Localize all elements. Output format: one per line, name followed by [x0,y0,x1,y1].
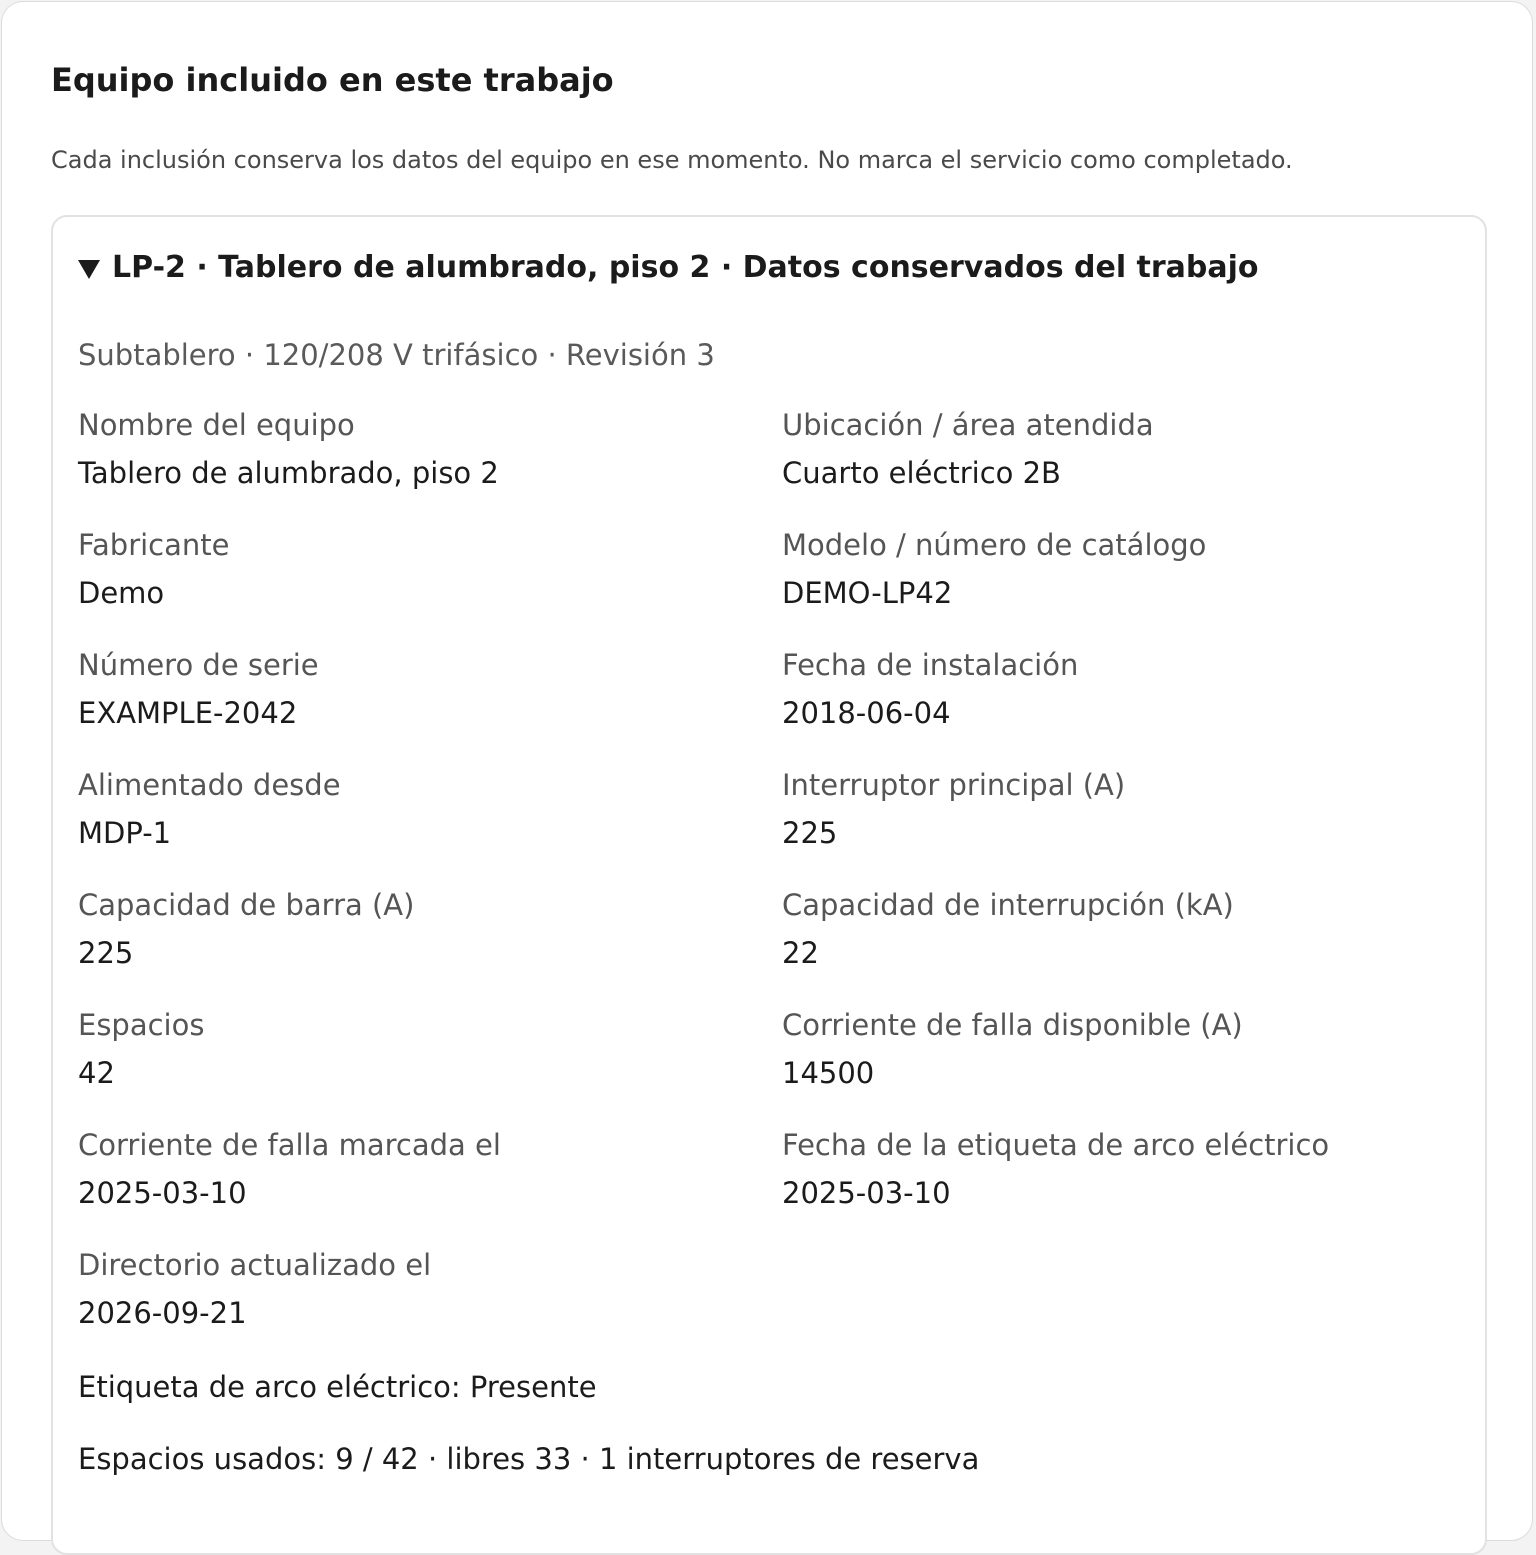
disclosure-triangle-icon [78,260,100,279]
equipment-summary-toggle[interactable] [78,247,1259,289]
card-description: Cada inclusión conserva los datos del equipo en ese momento. No marca el servicio como completado. [51,146,1293,174]
card-title: Equipo incluido en este trabajo [51,61,614,99]
field-equipment-name [78,405,758,493]
field-value: Demo [78,576,165,610]
field-label: Interruptor principal (A) [782,768,1126,802]
field-label: Corriente de falla disponible (A) [782,1008,1243,1042]
field-location [782,405,1462,493]
field-label: Fabricante [78,528,230,562]
field-label: Modelo / número de catálogo [782,528,1207,562]
field-fault-current-marked-date [78,1125,758,1213]
field-interrupting-rating [782,885,1462,973]
field-bus-rating [78,885,758,973]
field-value: 225 [782,816,838,850]
field-available-fault-current [782,1005,1462,1093]
field-value: DEMO-LP42 [782,576,953,610]
field-label: Corriente de falla marcada el [78,1128,501,1162]
field-label: Número de serie [78,648,319,682]
equipment-card [1,1,1533,1541]
field-value: 22 [782,936,819,970]
field-value: EXAMPLE-2042 [78,696,298,730]
field-directory-updated [78,1245,758,1333]
field-label: Directorio actualizado el [78,1248,432,1282]
field-label: Ubicación / área atendida [782,408,1154,442]
field-value: 14500 [782,1056,875,1090]
field-manufacturer [78,525,758,613]
field-model [782,525,1462,613]
equipment-details [51,215,1487,1555]
field-arc-flash-label-date [782,1125,1462,1213]
field-value: 2025-03-10 [782,1176,951,1210]
field-spaces [78,1005,758,1093]
field-value: Tablero de alumbrado, piso 2 [78,456,499,490]
field-label: Nombre del equipo [78,408,355,442]
field-label: Capacidad de barra (A) [78,888,415,922]
equipment-summary-label: LP-2 · Tablero de alumbrado, piso 2 · Datos conservados del trabajo [112,250,1259,285]
arc-flash-label-status: Etiqueta de arco eléctrico: Presente [78,1370,597,1404]
field-value: 42 [78,1056,115,1090]
field-value: Cuarto eléctrico 2B [782,456,1061,490]
field-value: 2025-03-10 [78,1176,247,1210]
field-label: Fecha de la etiqueta de arco eléctrico [782,1128,1330,1162]
field-main-breaker [782,765,1462,853]
equipment-subline: Subtablero · 120/208 V trifásico · Revisión 3 [78,338,715,372]
field-label: Fecha de instalación [782,648,1079,682]
field-value: 2026-09-21 [78,1296,247,1330]
field-install-date [782,645,1462,733]
field-value: 225 [78,936,134,970]
field-label: Alimentado desde [78,768,341,802]
spaces-summary: Espacios usados: 9 / 42 · libres 33 · 1 interruptores de reserva [78,1442,980,1476]
field-label: Capacidad de interrupción (kA) [782,888,1234,922]
field-value: 2018-06-04 [782,696,951,730]
field-serial-number [78,645,758,733]
field-label: Espacios [78,1008,205,1042]
field-fed-from [78,765,758,853]
field-value: MDP-1 [78,816,172,850]
